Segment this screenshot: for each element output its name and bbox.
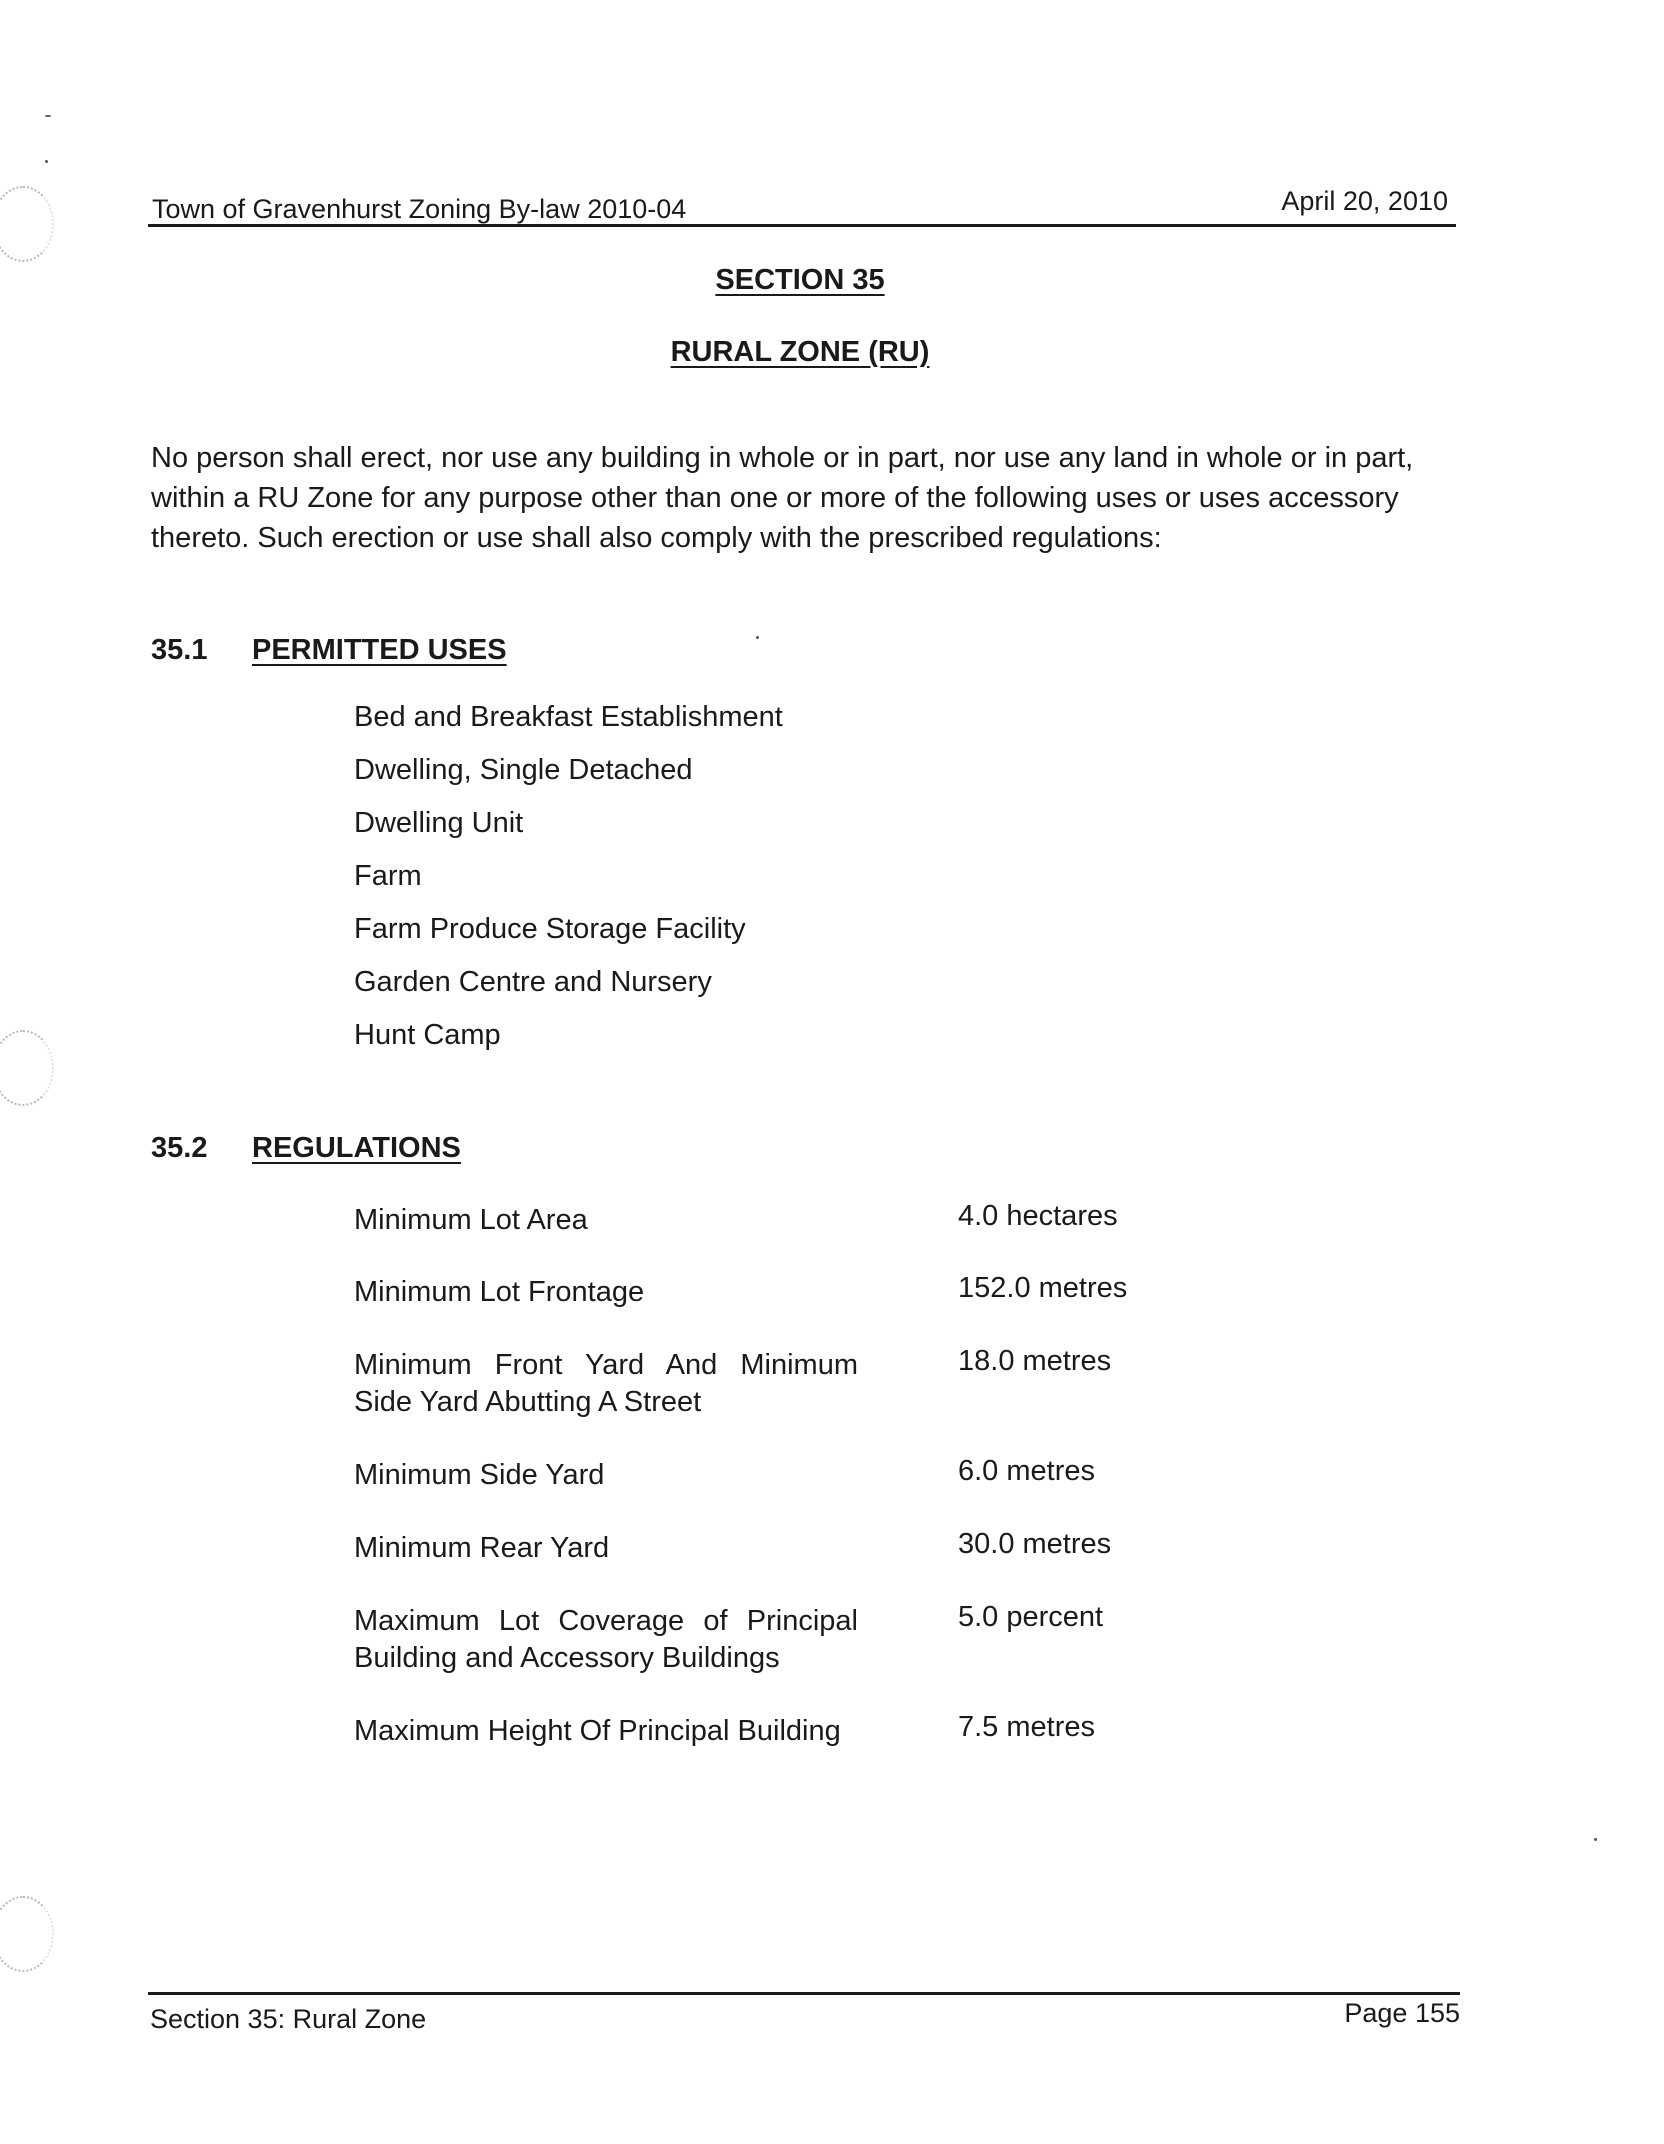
- regulation-value: 6.0 metres: [958, 1455, 1095, 1487]
- punch-hole-top: [0, 186, 54, 262]
- regulation-label: Minimum Rear Yard: [354, 1532, 610, 1564]
- scan-speck: [45, 115, 51, 117]
- list-item: Garden Centre and Nursery: [354, 966, 712, 998]
- list-item: Dwelling Unit: [354, 807, 524, 839]
- regulation-label: Minimum Front Yard And Minimum Side Yard Abutting A Street: [354, 1349, 858, 1418]
- scan-speck: [1594, 1838, 1597, 1841]
- regulation-label: Minimum Lot Frontage: [354, 1276, 645, 1308]
- regulation-value: 18.0 metres: [958, 1345, 1112, 1377]
- heading-label: PERMITTED USES: [252, 634, 507, 666]
- document-date: April 20, 2010: [1281, 186, 1448, 216]
- heading-label: REGULATIONS: [252, 1132, 461, 1164]
- page-number: Page 155: [1344, 1998, 1460, 2028]
- running-footer: [150, 1998, 1460, 2038]
- regulation-label: Minimum Lot Area: [354, 1204, 588, 1236]
- list-item: Bed and Breakfast Establishment: [354, 701, 783, 733]
- zone-title: RURAL ZONE (RU): [670, 336, 930, 368]
- regulation-value: 30.0 metres: [958, 1528, 1112, 1560]
- regulation-value: 7.5 metres: [958, 1711, 1095, 1743]
- heading-number: 35.1: [151, 634, 208, 666]
- section-number-title: SECTION 35: [715, 264, 885, 296]
- document-title: Town of Gravenhurst Zoning By-law 2010-04: [152, 194, 687, 224]
- punch-hole-middle: [0, 1030, 54, 1106]
- regulation-value: 5.0 percent: [958, 1601, 1104, 1633]
- permitted-uses-list: [354, 700, 783, 1071]
- heading-number: 35.2: [151, 1132, 208, 1164]
- running-header: [148, 186, 1456, 226]
- footer-rule: [148, 1992, 1460, 1995]
- regulation-label: Minimum Side Yard: [354, 1459, 605, 1491]
- regulation-label: Maximum Lot Coverage of Principal Building and Accessory Buildings: [354, 1605, 858, 1674]
- list-item: Hunt Camp: [354, 1019, 501, 1051]
- list-item: Dwelling, Single Detached: [354, 754, 693, 786]
- scan-speck: [45, 160, 48, 163]
- list-item: Farm Produce Storage Facility: [354, 913, 746, 945]
- header-rule: [148, 224, 1456, 227]
- regulation-value: 152.0 metres: [958, 1272, 1128, 1304]
- footer-section-label: Section 35: Rural Zone: [150, 2004, 427, 2034]
- list-item: Farm: [354, 860, 422, 892]
- scan-speck: [756, 636, 759, 639]
- regulation-value: 4.0 hectares: [958, 1200, 1118, 1232]
- regulation-label: Maximum Height Of Principal Building: [354, 1715, 841, 1747]
- intro-paragraph: No person shall erect, nor use any building in whole or in part, nor use any land in whole or in part, within a RU Zone for any purpose other than one or more of the following uses or uses accessory thereto. Such erection or use shall also comply with the prescribed regulations:: [151, 442, 1414, 554]
- punch-hole-bottom: [0, 1896, 54, 1972]
